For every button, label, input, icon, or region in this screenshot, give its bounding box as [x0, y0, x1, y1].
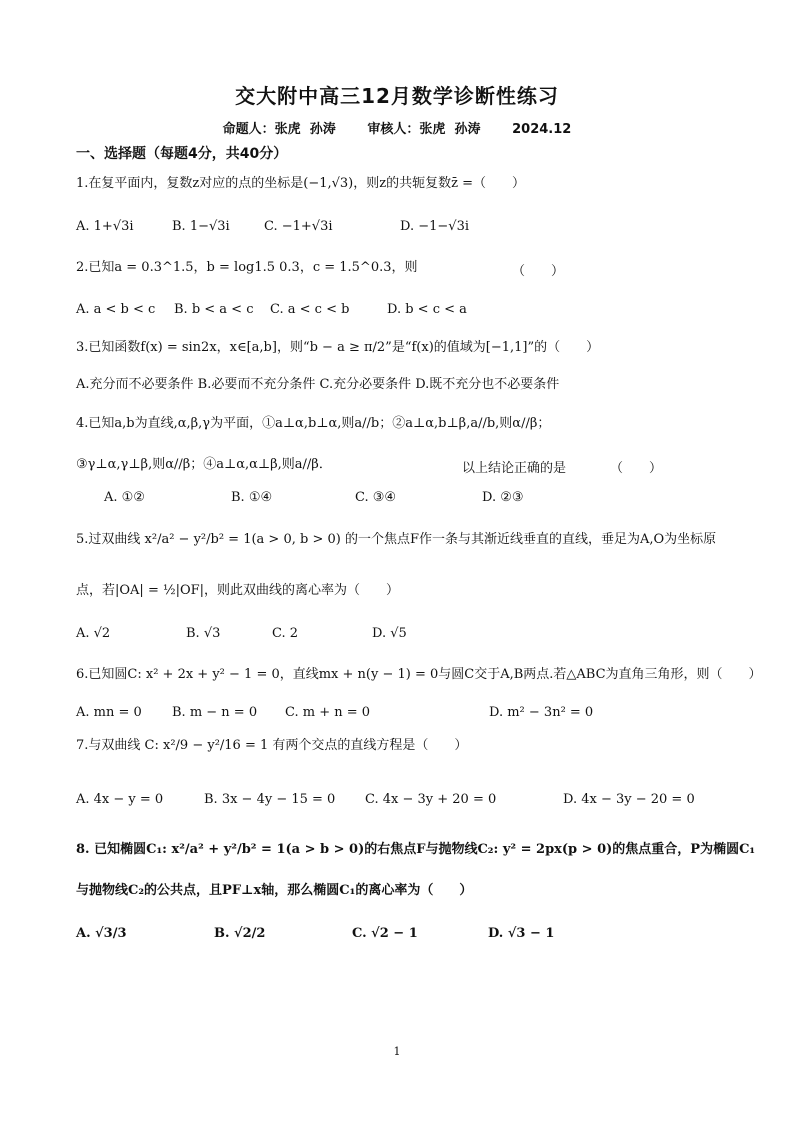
q1-option-b: B. 1−√3i [172, 219, 230, 234]
authors-line: 命题人：张虎 孙涛 审核人：张虎 孙涛 2024.12 [222, 122, 572, 137]
page-title: 交大附中高三12月数学诊断性练习 [235, 84, 559, 108]
q1-option-c: C. −1+√3i [264, 219, 333, 234]
q5-option-a: A. √2 [76, 626, 111, 641]
q6-option-c: C. m + n = 0 [285, 705, 371, 720]
section-heading: 一、选择题（每题4分，共40分） [76, 146, 288, 162]
q4-option-a: A. ①② [104, 490, 145, 505]
q2-option-a: A. a < b < c [76, 302, 156, 317]
question-7-stem: 7.与双曲线 C: x²/9 − y²/16 = 1 有两个交点的直线方程是（ ） [76, 738, 468, 753]
q4-option-d: D. ②③ [482, 490, 524, 505]
q2-option-d: D. b < c < a [387, 302, 467, 317]
question-8-line-1: 8. 已知椭圆C₁: x²/a² + y²/b² = 1(a > b > 0)的右焦点F与抛物线C₂: y² = 2px(p > 0)的焦点重合，P为椭圆C₁ [76, 842, 756, 857]
question-6-stem: 6.已知圆C: x² + 2x + y² − 1 = 0，直线mx + n(y − 1) = 0与圆C交于A,B两点.若△ABC为直角三角形，则（ ） [76, 667, 762, 682]
question-4-line-1: 4.已知a,b为直线,α,β,γ为平面，①a⊥α,b⊥α,则a//b；②a⊥α,b⊥β,a//b,则α//β； [76, 416, 551, 431]
q1-option-a: A. 1+√3i [76, 219, 134, 234]
q5-option-c: C. 2 [272, 626, 299, 641]
q7-option-d: D. 4x − 3y − 20 = 0 [563, 792, 695, 807]
q4-answer-bracket: （ ） [610, 461, 663, 476]
q8-option-b: B. √2/2 [214, 926, 266, 941]
question-8-line-2: 与抛物线C₂的公共点，且PF⊥x轴，那么椭圆C₁的离心率为（ ） [76, 883, 473, 898]
q5-option-b: B. √3 [186, 626, 221, 641]
question-4-line-2: ③γ⊥α,γ⊥β,则α//β；④a⊥α,α⊥β,则a//β． [76, 457, 332, 472]
q4-prompt: 以上结论正确的是 [462, 461, 567, 476]
q8-option-d: D. √3 − 1 [488, 926, 555, 941]
q6-option-a: A. mn = 0 [76, 705, 142, 720]
q1-option-d: D. −1−√3i [400, 219, 469, 234]
q4-option-c: C. ③④ [355, 490, 397, 505]
q4-option-b: B. ①④ [231, 490, 273, 505]
q3-options: A.充分而不必要条件 B.必要而不充分条件 C.充分必要条件 D.既不充分也不必要条件 [76, 377, 560, 392]
question-2-stem: 2.已知a = 0.3^1.5，b = log1.5 0.3，c = 1.5^0.3，则 [76, 260, 418, 275]
page-number: 1 [393, 1045, 401, 1058]
q8-option-a: A. √3/3 [76, 926, 127, 941]
q8-option-c: C. √2 − 1 [352, 926, 418, 941]
question-5-line-2: 点，若|OA| = ½|OF|，则此双曲线的离心率为（ ） [76, 583, 400, 598]
q6-option-b: B. m − n = 0 [172, 705, 258, 720]
question-3-stem: 3.已知函数f(x) = sin2x，x∈[a,b]，则“b − a ≥ π/2”是“f(x)的值域为[−1,1]”的（ ） [76, 340, 600, 355]
q7-option-b: B. 3x − 4y − 15 = 0 [204, 792, 336, 807]
q2-answer-bracket: （ ） [512, 264, 565, 279]
q7-option-c: C. 4x − 3y + 20 = 0 [365, 792, 497, 807]
question-1-stem: 1.在复平面内，复数z对应的点的坐标是(−1,√3)，则z的共轭复数z̄ =（ ） [76, 176, 525, 191]
q5-option-d: D. √5 [372, 626, 407, 641]
q7-option-a: A. 4x − y = 0 [76, 792, 164, 807]
q2-option-b: B. b < a < c [174, 302, 254, 317]
q2-option-c: C. a < c < b [270, 302, 350, 317]
q6-option-d: D. m² − 3n² = 0 [489, 705, 594, 720]
question-5-line-1: 5.过双曲线 x²/a² − y²/b² = 1(a > 0, b > 0) 的一个焦点F作一条与其渐近线垂直的直线，垂足为A,O为坐标原 [76, 532, 717, 547]
